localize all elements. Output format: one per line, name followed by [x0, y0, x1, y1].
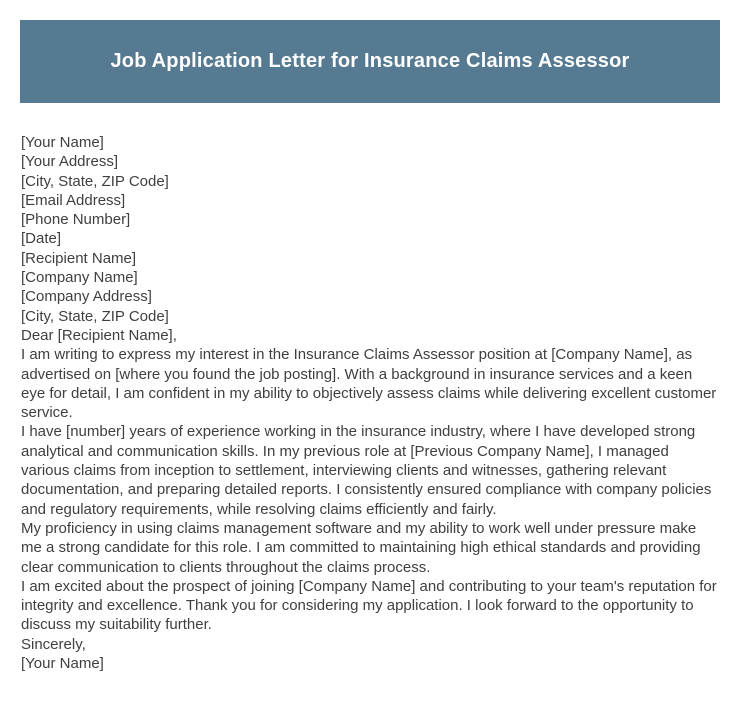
letter-paragraph: My proficiency in using claims management software and my ability to work well under pressure make me a strong candidate for this role. I am committed to maintaining high ethical standards and providing clear communication to clients throughout the claims process.	[21, 519, 701, 576]
salutation: Dear [Recipient Name],	[21, 326, 177, 344]
letter-body	[21, 133, 718, 673]
address-line: [Email Address]	[21, 191, 126, 209]
address-line: [Your Address]	[21, 153, 119, 171]
address-line: [Company Address]	[21, 288, 152, 306]
address-line: [City, State, ZIP Code]	[21, 307, 169, 325]
letter-paragraph: I am writing to express my interest in the Insurance Claims Assessor position at [Company Name], as advertised on [where you found the job posting]. With a background in insurance services and a keen eye for detail, I am confident in my ability to objectively assess claims while delivering excellent customer service.	[21, 346, 717, 422]
address-line: [Phone Number]	[21, 211, 131, 229]
signature: [Your Name]	[21, 655, 104, 673]
address-line: [Your Name]	[21, 134, 104, 151]
address-line: [Recipient Name]	[21, 249, 137, 267]
page-header	[20, 20, 720, 103]
closing: Sincerely,	[21, 635, 86, 653]
address-line: [Company Name]	[21, 269, 138, 287]
page-title: Job Application Letter for Insurance Claims Assessor	[110, 50, 630, 72]
letter-paragraph: I am excited about the prospect of joining [Company Name] and contributing to your team's reputation for integrity and excellence. Thank you for considering my application. I look forward to the opportunity to discuss my suitability further.	[21, 577, 717, 634]
address-line: [City, State, ZIP Code]	[21, 172, 169, 190]
address-line: [Date]	[21, 230, 62, 248]
letter-paragraph: I have [number] years of experience working in the insurance industry, where I have developed strong analytical and communication skills. In my previous role at [Previous Company Name], I managed various claims from inception to settlement, interviewing clients and witnesses, gathering relevant documentation, and preparing detailed reports. I consistently ensured compliance with company policies and regulatory requirements, while resolving claims efficiently and fairly.	[21, 423, 712, 518]
